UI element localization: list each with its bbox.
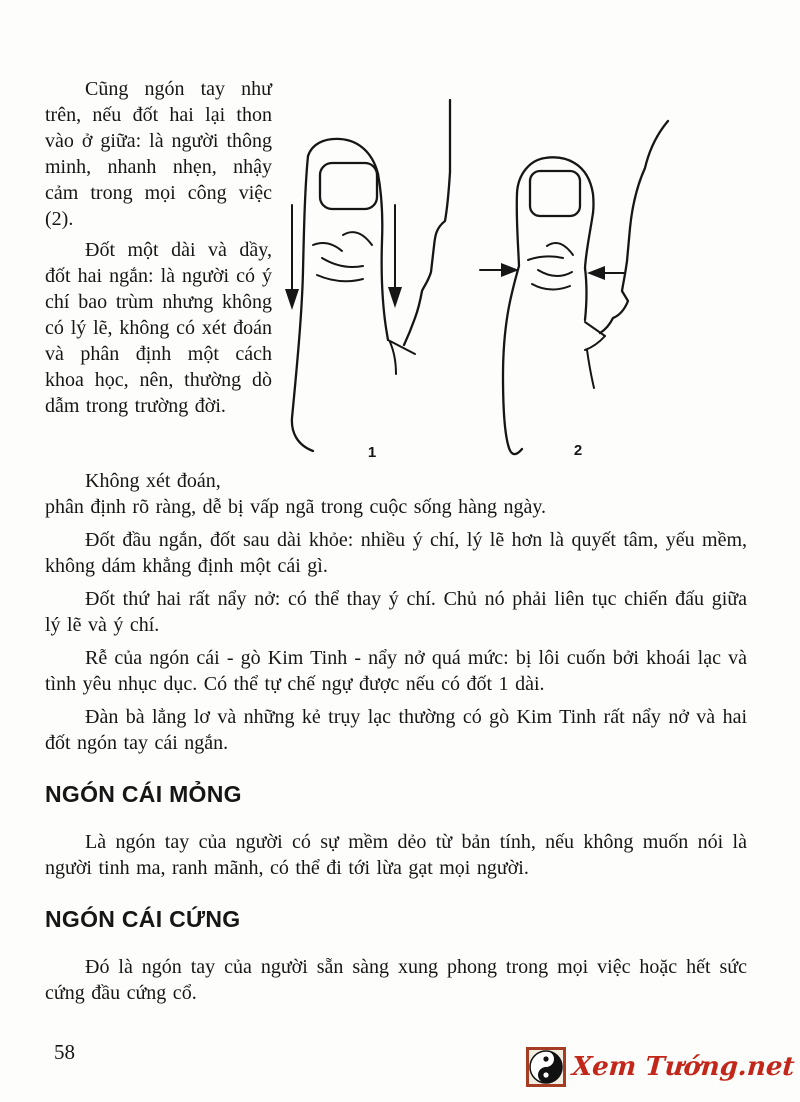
paragraph-section-2: Đó là ngón tay của người sẵn sàng xung phong trong mọi việc hoặc hết sức cứng đầu cứng cổ. [45, 956, 747, 1004]
inward-arrow-left-icon [480, 263, 519, 277]
yin-yang-icon [525, 1046, 567, 1088]
thumb1-crease-3 [322, 258, 363, 267]
paragraph-intro-2: Đốt một dài và dầy, đốt hai ngắn: là người có ý chí bao trùm nhưng không có lý lẽ, không có xét đoán và phân định một cách khoa học, nên, thường dò dẫm trong trường đời. [45, 239, 272, 417]
figure-thumb-2 [480, 121, 668, 459]
thumb1-crease-1 [343, 232, 372, 245]
thumb2-base-line [587, 350, 594, 388]
thumb1-left-edge [292, 156, 313, 451]
xemtuong-watermark-logo [525, 1044, 794, 1090]
inward-arrow-right-icon [587, 266, 625, 280]
logo-text: Xem Tướng.net [570, 1052, 796, 1082]
thumb2-nail [530, 171, 580, 216]
page-footer [0, 1032, 800, 1102]
page-content [45, 76, 747, 1013]
section-heading-ngon-cai-cung: NGÓN CÁI CỨNG [45, 906, 241, 932]
thumb1-base-line [390, 342, 396, 374]
paragraph-wrap [45, 468, 747, 520]
thumb1-hand-edge [404, 100, 450, 345]
paragraph-body-2: Đốt thứ hai rất nẩy nở: có thể thay ý chí. Chủ nó phải liên tục chiến đấu giữa lý lẽ và ý chí. [45, 588, 747, 636]
paragraph-wrap-line1: Không xét đoán, [85, 470, 221, 492]
thumb2-web-line-1 [585, 322, 605, 336]
thumb2-left-edge [503, 193, 522, 454]
thumb2-crease-4 [532, 284, 570, 290]
thumb-figures [272, 76, 747, 468]
paragraph-intro-1: Cũng ngón tay như trên, nếu đốt hai lại thon vào ở giữa: là người thông minh, nhanh nhẹn, nhậy cảm trong mọi công việc (2). [45, 78, 272, 230]
thumb1-right-edge [378, 174, 388, 340]
thumb1-crease-4 [317, 275, 363, 281]
thumb-illustrations-drawing [272, 76, 747, 466]
thumb2-crease-1 [547, 243, 573, 255]
paragraph-body-1: Đốt đầu ngắn, đốt sau dài khỏe: nhiều ý chí, lý lẽ hơn là quyết tâm, yếu mềm, không dám khẳng định một cái gì. [45, 529, 747, 577]
figure-thumb-1 [285, 100, 450, 461]
thumb1-tip [308, 139, 378, 174]
down-arrow-right-icon [388, 205, 402, 308]
figure-2-label: 2 [573, 442, 583, 459]
thumb2-web-line-2 [585, 336, 605, 350]
thumb2-tip [517, 157, 594, 213]
thumb2-hand-edge [600, 121, 668, 333]
page-number: 58 [54, 1040, 75, 1064]
down-arrow-left-icon [285, 205, 299, 310]
paragraph-section-1: Là ngón tay của người có sự mềm dẻo từ bản tính, nếu không muốn nói là người tinh ma, ranh mãnh, có thể đi tới lừa gạt mọi người. [45, 831, 747, 879]
thumb2-crease-3 [538, 270, 572, 276]
thumb1-crease-2 [313, 243, 342, 251]
figure-1-label: 1 [367, 444, 377, 461]
left-text-column [45, 76, 272, 468]
text-and-figures-row [45, 76, 747, 468]
paragraph-body-3: Rễ của ngón cái - gò Kim Tinh - nẩy nở quá mức: bị lôi cuốn bởi khoái lạc và tình yêu nhục dục. Có thể tự chế ngự được nếu có đốt 1 dài. [45, 647, 747, 695]
paragraph-wrap-rest: phân định rõ ràng, dễ bị vấp ngã trong cuộc sống hàng ngày. [45, 496, 547, 518]
thumb2-right-edge [585, 213, 593, 320]
section-heading-ngon-cai-mong: NGÓN CÁI MỎNG [45, 781, 242, 807]
thumb2-crease-2 [528, 256, 563, 260]
paragraph-body-4: Đàn bà lẳng lơ và những kẻ trụy lạc thường có gò Kim Tinh rất nẩy nở và hai đốt ngón tay cái ngắn. [45, 706, 747, 754]
thumb1-nail [320, 163, 377, 209]
